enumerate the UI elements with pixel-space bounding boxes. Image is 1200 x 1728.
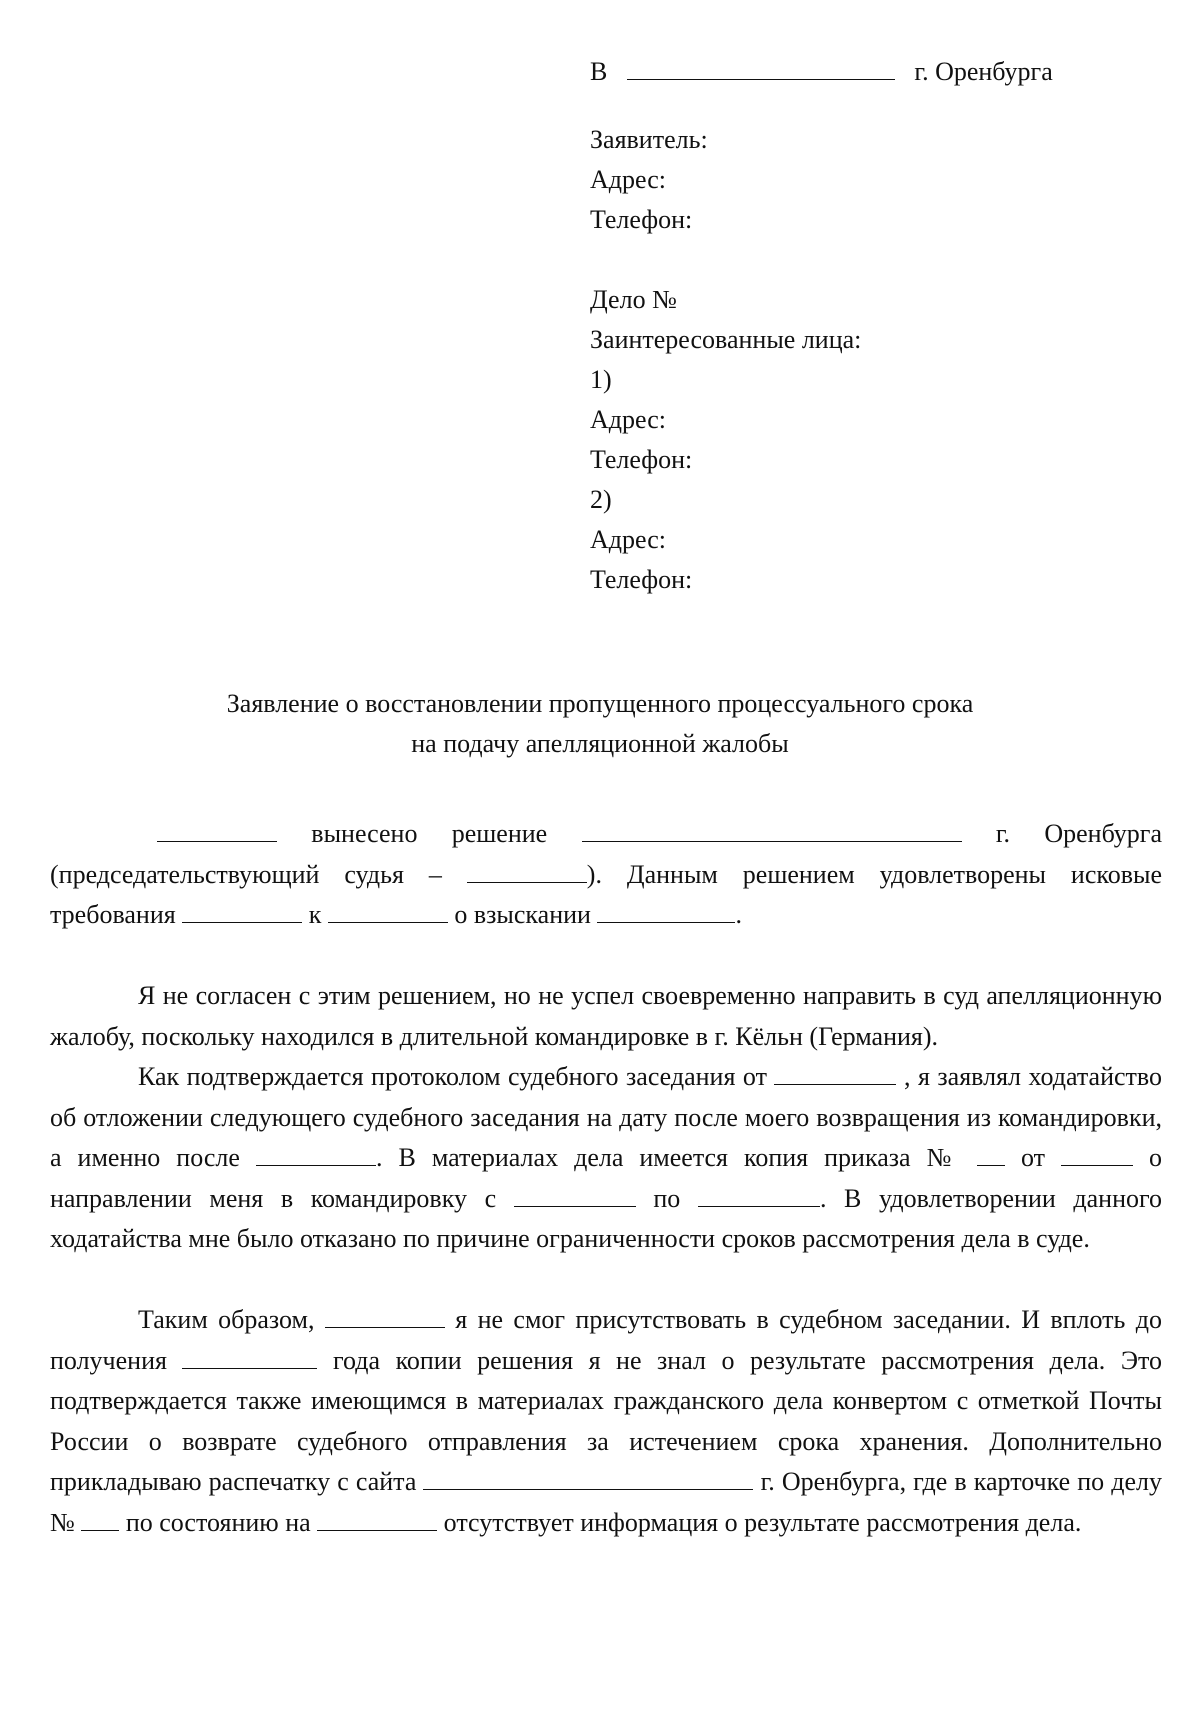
- paragraph-conclusion: [50, 1300, 1162, 1543]
- court-name-blank: [627, 57, 895, 80]
- text-span: от: [1020, 1143, 1045, 1172]
- text-span: . В материалах дела имеется копия приказа №: [375, 1143, 961, 1172]
- party-1-number: 1): [590, 365, 612, 394]
- text-span: года копии решения я не знал о результате рассмотрения дела. Это подтверждается также имеющимся в материалах гражданского дела конвертом с отметкой Почты России о возврате судебного отправления за истечением срока хранения. Дополнительно прикладываю распечатку с сайта: [50, 1345, 1163, 1496]
- document-title: [50, 684, 1150, 764]
- case-number-label: Дело №: [590, 285, 677, 314]
- document-body: [50, 814, 1162, 1543]
- paragraph-disagreement: [50, 976, 1162, 1057]
- receipt-date-blank: [182, 1346, 317, 1369]
- text-span: о взыскании: [454, 900, 591, 929]
- defendant-blank: [328, 900, 448, 923]
- party-2-number: 2): [590, 485, 612, 514]
- text-span: я не смог присутствовать в судебном заседании. И вплоть до получения: [50, 1305, 1163, 1375]
- judge-name-blank: [467, 860, 587, 883]
- text-span: г. Оренбурга (председательствующий судья –: [50, 819, 1163, 889]
- text-span: . В удовлетворении данного ходатайства мне было отказано по причине ограниченности сроков рассмотрения дела в суде.: [50, 1183, 1163, 1253]
- order-date-blank: [1061, 1143, 1133, 1166]
- return-date-blank: [256, 1143, 376, 1166]
- text-span: Как подтверждается протоколом судебного заседания от: [138, 1062, 767, 1091]
- party-2-phone-label: Телефон:: [590, 565, 693, 594]
- text-span: ). Данным решением удовлетворены исковые требования: [50, 859, 1162, 929]
- status-date-blank: [317, 1508, 437, 1531]
- court-prefix: В: [590, 57, 608, 86]
- court-line: [590, 52, 1150, 92]
- text-span: о направлении меня в командировку с: [50, 1143, 1162, 1213]
- session-date-blank: [325, 1305, 445, 1328]
- text-span: вынесено решение: [311, 819, 548, 848]
- applicant-label: Заявитель:: [590, 125, 708, 154]
- address-block: [590, 52, 1150, 600]
- trip-start-blank: [514, 1184, 636, 1207]
- applicant-address-label: Адрес:: [590, 165, 666, 194]
- applicant-phone-label: Телефон:: [590, 205, 693, 234]
- protocol-date-blank: [774, 1062, 896, 1085]
- party-1-address-label: Адрес:: [590, 405, 666, 434]
- text-span: к: [308, 900, 322, 929]
- paragraph-petition: [50, 1057, 1162, 1260]
- trip-end-blank: [698, 1184, 820, 1207]
- text-span: по состоянию на: [125, 1507, 311, 1537]
- plaintiff-blank: [182, 900, 302, 923]
- order-number-blank: [977, 1143, 1005, 1166]
- claim-subject-blank: [597, 900, 735, 923]
- paragraph-decision: [50, 814, 1162, 936]
- party-1-phone-label: Телефон:: [590, 445, 693, 474]
- party-2-address-label: Адрес:: [590, 525, 666, 554]
- case-number-blank: [81, 1508, 119, 1531]
- title-line-1: Заявление о восстановлении пропущенного процессуального срока: [226, 689, 974, 718]
- court-name-blank: [582, 819, 962, 842]
- court-site-blank: [423, 1467, 753, 1490]
- court-city: г. Оренбурга: [914, 57, 1053, 86]
- text-span: Таким образом,: [138, 1305, 315, 1334]
- title-line-2: на подачу апелляционной жалобы: [411, 729, 789, 758]
- text-span: г. Оренбурга, где в карточке по делу №: [50, 1467, 1162, 1537]
- text-span: Я не согласен с этим решением, но не успел своевременно направить в суд апелляционную жалобу, поскольку находился в длительной командировке в г. Кёльн (Германия).: [50, 981, 1162, 1051]
- decision-date-blank: [157, 819, 277, 842]
- text-span: по: [653, 1183, 681, 1213]
- interested-parties-label: Заинтересованные лица:: [590, 325, 862, 354]
- text-span: .: [735, 900, 742, 929]
- text-span: отсутствует информация о результате рассмотрения дела.: [443, 1507, 1082, 1537]
- text-span: , я заявлял ходатайство об отложении следующего судебного заседания на дату после моего возвращения из командировки, а именно после: [50, 1062, 1163, 1172]
